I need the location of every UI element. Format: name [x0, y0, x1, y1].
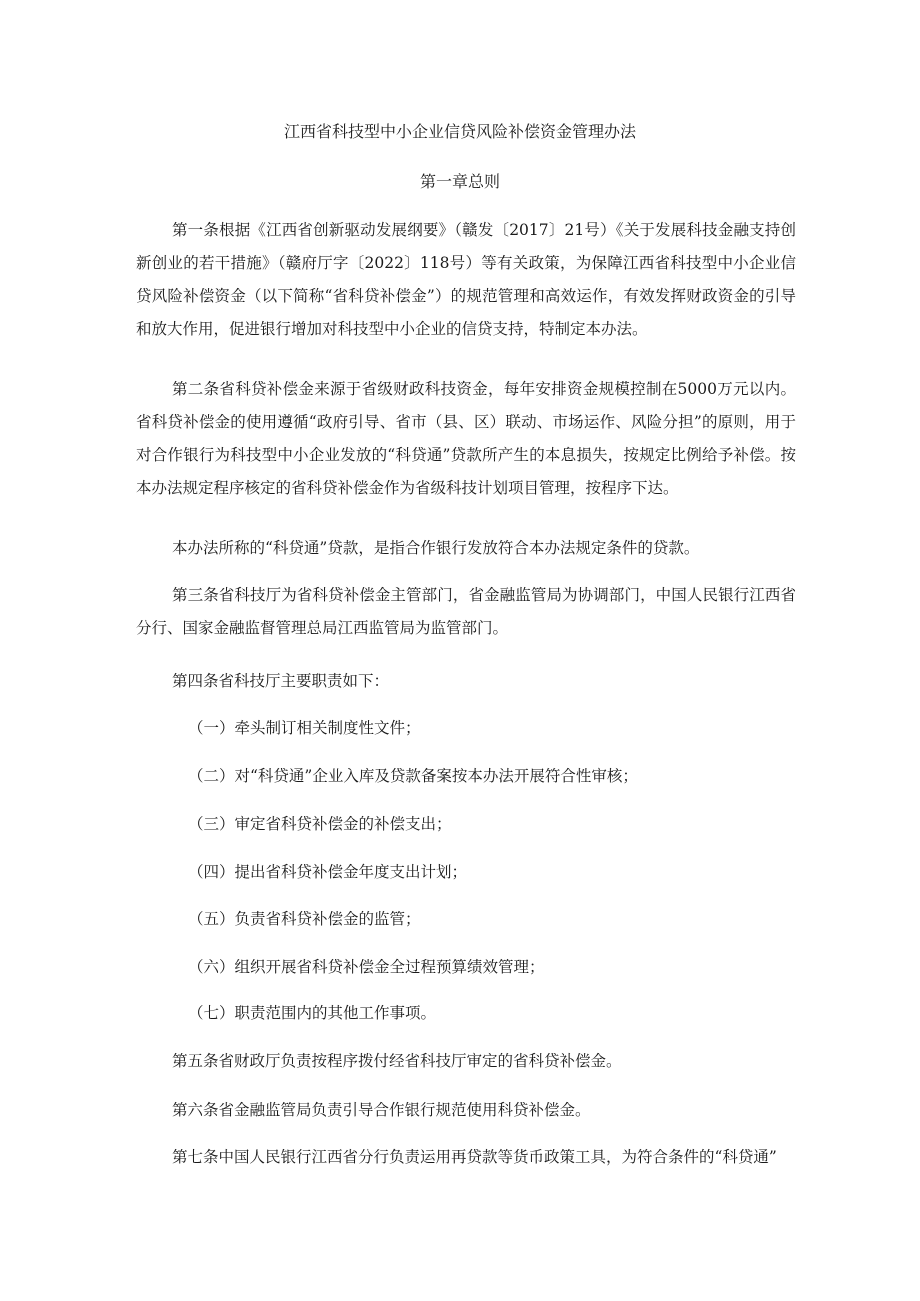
article-3: 第三条省科技厅为省科贷补偿金主管部门，省金融监管局为协调部门，中国人民银行江西省分行、国家金融监督管理总局江西监管局为监管部门。 — [136, 586, 796, 637]
article-2: 第二条省科贷补偿金来源于省级财政科技资金，每年安排资金规模控制在5000万元以内。省科贷补偿金的使用遵循“政府引导、省市（县、区）联动、市场运作、风险分担”的原则，用于对合作银行为科技型中小企业发放的“科贷通”贷款所产生的本息损失，按规定比例给予补偿。按本办法规定程序核定的省科贷补偿金作为省级科技计划项目管理，按程序下达。 — [136, 380, 796, 497]
article-6: 第六条省金融监管局负责引导合作银行规范使用科贷补偿金。 — [172, 1101, 591, 1119]
article-5: 第五条省财政厅负责按程序拨付经省科技厅审定的省科贷补偿金。 — [172, 1052, 622, 1070]
document-title: 江西省科技型中小企业信贷风险补偿资金管理办法 — [283, 122, 636, 141]
article-1: 第一条根据《江西省创新驱动发展纲要》（赣发〔2017〕21号）《关于发展科技金融支持创新创业的若干措施》（赣府厅字〔2022〕118号）等有关政策，为保障江西省科技型中小企业信贷风险补偿资金（以下简称“省科贷补偿金”）的规范管理和高效运作，有效发挥财政资金的引导和放大作用，促进银行增加对科技型中小企业的信贷支持，特制定本办法。 — [136, 221, 796, 338]
duty-item-6: （六）组织开展省科贷补偿金全过程预算绩效管理； — [188, 958, 545, 976]
duty-item-7: （七）职责范围内的其他工作事项。 — [188, 1004, 437, 1022]
duty-item-2: （二）对“科贷通”企业入库及贷款备案按本办法开展符合性审核； — [188, 767, 638, 785]
duty-item-5: （五）负责省科贷补偿金的监管； — [188, 910, 421, 928]
duty-item-1: （一）牵头制订相关制度性文件； — [188, 719, 421, 737]
chapter-heading: 第一章总则 — [419, 172, 500, 191]
article-7: 第七条中国人民银行江西省分行负责运用再贷款等货币政策工具，为符合条件的“科贷通” — [172, 1148, 777, 1166]
duty-item-3: （三）审定省科贷补偿金的补偿支出； — [188, 815, 452, 833]
article-4: 第四条省科技厅主要职责如下： — [172, 672, 390, 690]
definition-paragraph: 本办法所称的“科贷通”贷款，是指合作银行发放符合本办法规定条件的贷款。 — [172, 539, 700, 557]
duty-item-4: （四）提出省科贷补偿金年度支出计划； — [188, 863, 468, 881]
